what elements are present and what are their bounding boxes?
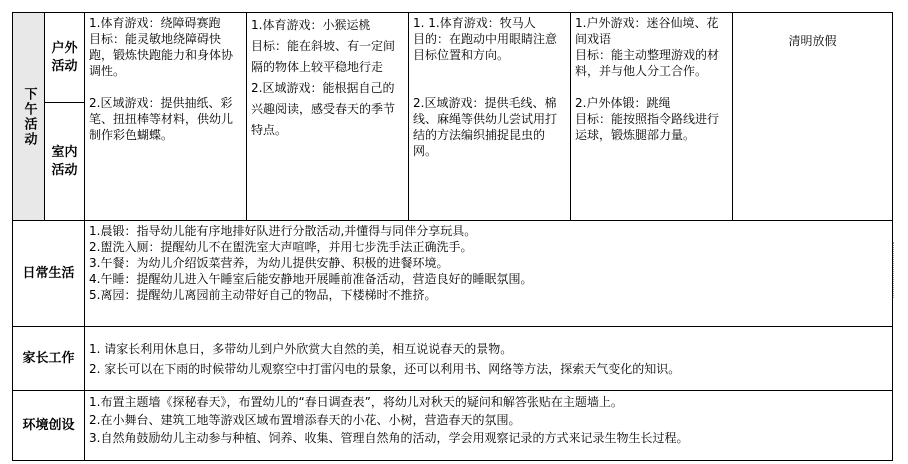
afternoon-label-text: 下午活动 bbox=[21, 86, 37, 147]
afternoon-day-5: 清明放假 bbox=[733, 13, 893, 221]
environment-content bbox=[85, 391, 893, 461]
afternoon-day-2: 1.体育游戏：小猴运桃 目标：能在斜坡、有一定间隔的物体上较平稳地行走 2.区域游戏：能根据自己的兴趣阅读，感受春天的季节特点。 bbox=[247, 13, 409, 221]
daily-life-item: 1.晨锻：指导幼儿能有序地排好队进行分散活动,并懂得与同伴分享玩具。 bbox=[89, 224, 477, 238]
daily-life-item: 4.午睡：提醒幼儿进入午睡室后能安静地开展睡前准备活动，营造良好的睡眠氛围。 bbox=[89, 272, 533, 286]
environment-label: 环境创设 bbox=[13, 391, 85, 461]
page-edge-marker bbox=[893, 242, 908, 298]
parents-work-item: 1. 请家长利用休息日，多带幼儿到户外欣赏大自然的美，相互说说春天的景物。 bbox=[89, 341, 513, 356]
afternoon-day-1: 1.体育游戏：绕障碍赛跑 目标：能灵敏地绕障碍快跑，锻炼快跑能力和身体协调性。 2.区域游戏：提供抽纸、彩笔、扭扭棒等材料，供幼儿制作彩色蝴蝶。 bbox=[85, 13, 247, 221]
parents-row bbox=[13, 327, 893, 391]
parents-work-label: 家长工作 bbox=[13, 327, 85, 391]
indoor-activity-label: 室内活动 bbox=[45, 103, 85, 221]
weekly-plan-table bbox=[12, 12, 893, 461]
afternoon-outdoor-row bbox=[13, 13, 893, 103]
daily-life-item: 5.离园：提醒幼儿离园前主动带好自己的物品，下楼梯时不推挤。 bbox=[89, 288, 437, 302]
daily-life-item: 2.盥洗入厕：提醒幼儿不在盥洗室大声喧哗，并用七步洗手法正确洗手。 bbox=[89, 240, 473, 254]
environment-item: 2.在小舞台、建筑工地等游戏区域布置增添春天的小花、小树，营造春天的氛围。 bbox=[89, 413, 521, 427]
daily-life-item: 3.午餐：为幼儿介绍饭菜营养，为幼儿提供安静、积极的进餐环境。 bbox=[89, 256, 449, 270]
parents-work-content bbox=[85, 327, 893, 391]
environment-item: 1.布置主题墙《探秘春天》，布置幼儿的“春日调查表”，将幼儿对秋天的疑问和解答张贴在主题墙上。 bbox=[89, 395, 623, 409]
daily-life-label: 日常生活 bbox=[13, 221, 85, 327]
afternoon-day-3: 1. 1.体育游戏：牧马人 目的：在跑动中用眼睛注意目标位置和方向。 2.区域游戏：提供毛线、棉线、麻绳等供幼儿尝试用打结的方法编织捕捉昆虫的网。 bbox=[409, 13, 571, 221]
environment-item: 3.自然角鼓励幼儿主动参与种植、饲养、收集、管理自然角的活动，学会用观察记录的方式来记录生物生长过程。 bbox=[89, 431, 689, 445]
afternoon-day-4: 1.户外游戏：迷谷仙境、花间戏语 目标：能主动整理游戏的材料，并与他人分工合作。 2.户外体锻：跳绳 目标：能按照指令路线进行运球，锻炼腿部力量。 bbox=[571, 13, 733, 221]
daily-life-content bbox=[85, 221, 893, 327]
daily-life-row bbox=[13, 221, 893, 327]
afternoon-section-label bbox=[13, 13, 45, 221]
parents-work-item: 2. 家长可以在下雨的时候带幼儿观察空中打雷闪电的景象，还可以利用书、网络等方法，探索天气变化的知识。 bbox=[89, 361, 681, 376]
environment-row bbox=[13, 391, 893, 461]
outdoor-activity-label: 户外活动 bbox=[45, 13, 85, 103]
